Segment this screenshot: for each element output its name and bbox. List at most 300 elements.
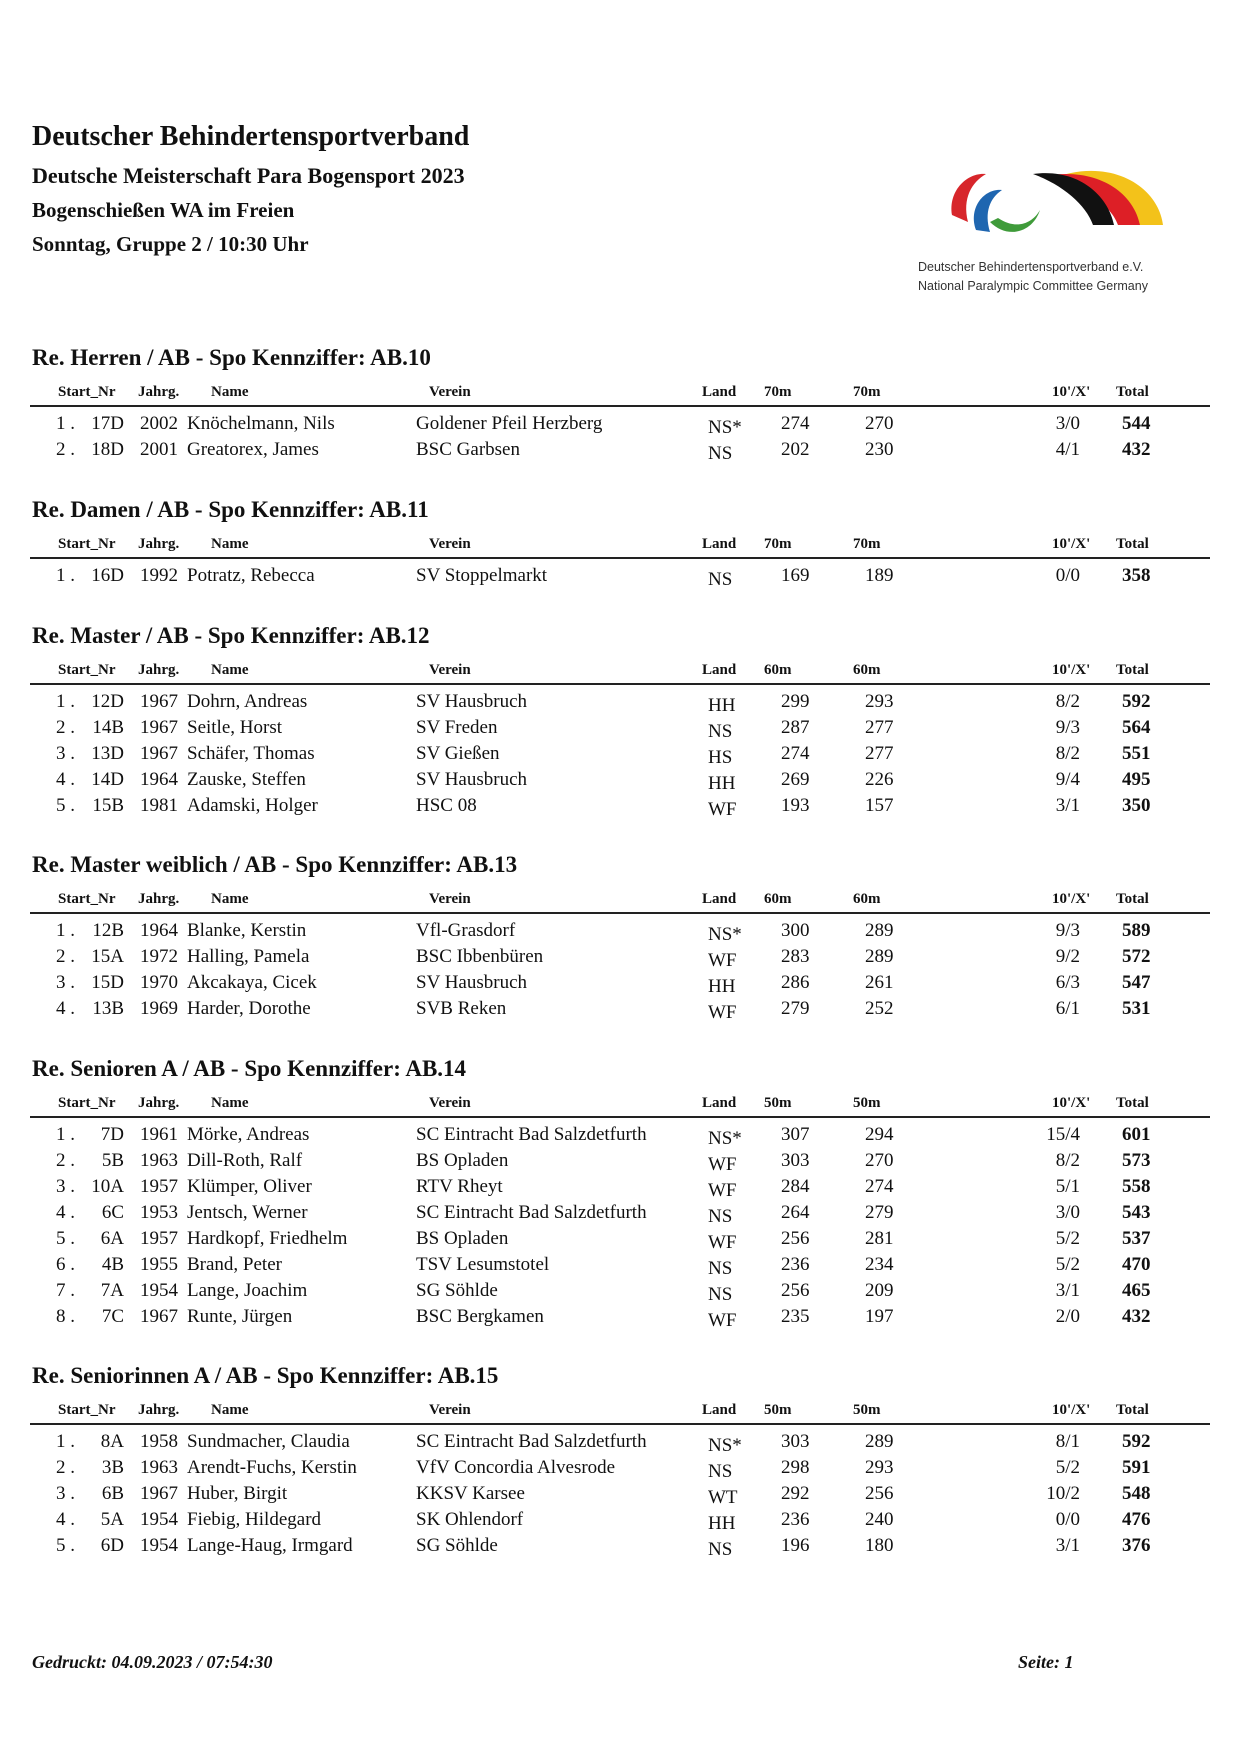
score-distance2: 270 [865, 1150, 894, 1171]
col-10x: 10'/X' [1052, 662, 1091, 678]
rank: 1 . [56, 413, 75, 434]
score-distance2: 157 [865, 795, 894, 816]
col-dist2: 60m [853, 662, 881, 678]
total-score: 350 [1122, 795, 1151, 816]
birth-year: 1958 [140, 1431, 178, 1452]
score-distance2: 279 [865, 1202, 894, 1223]
section-title: Re. Master / AB - Spo Kennziffer: AB.12 [32, 623, 430, 648]
state-code: HH [708, 976, 736, 997]
col-land: Land [702, 1402, 737, 1418]
total-score: 592 [1122, 691, 1151, 712]
state-code: HH [708, 1513, 736, 1534]
birth-year: 1967 [140, 1483, 178, 1504]
score-distance1: 256 [781, 1280, 810, 1301]
birth-year: 1967 [140, 691, 178, 712]
tens-x-count: 4/1 [1055, 439, 1080, 460]
score-distance1: 264 [781, 1202, 810, 1223]
tens-x-count: 5/1 [1055, 1176, 1080, 1197]
tens-x-count: 9/3 [1055, 920, 1080, 941]
table-row [0, 413, 1240, 439]
col-dist1: 50m [764, 1402, 792, 1418]
rank: 1 . [56, 920, 75, 941]
col-dist2: 70m [853, 536, 881, 552]
score-distance1: 193 [781, 795, 810, 816]
total-score: 544 [1122, 413, 1151, 434]
start-nr: 7C [101, 1306, 124, 1327]
col-verein: Verein [429, 662, 471, 678]
club-name: KKSV Karsee [416, 1483, 525, 1504]
rank: 4 . [56, 769, 75, 790]
score-distance1: 303 [781, 1431, 810, 1452]
tens-x-count: 6/3 [1055, 972, 1080, 993]
score-distance2: 252 [865, 998, 894, 1019]
tens-x-count: 8/2 [1055, 1150, 1080, 1171]
state-code: HH [708, 695, 736, 716]
start-nr: 15B [92, 795, 124, 816]
rank: 3 . [56, 1483, 75, 1504]
birth-year: 1963 [140, 1457, 178, 1478]
score-distance2: 289 [865, 1431, 894, 1452]
table-row [0, 1431, 1240, 1457]
col-start-nr: Start_Nr [58, 662, 116, 678]
col-verein: Verein [429, 384, 471, 400]
club-name: SV Stoppelmarkt [416, 565, 548, 586]
tens-x-count: 9/3 [1055, 717, 1080, 738]
birth-year: 1964 [140, 920, 178, 941]
state-code: NS* [708, 924, 742, 945]
table-row [0, 691, 1240, 717]
col-jahrg: Jahrg. [138, 1095, 180, 1111]
section-title: Re. Master weiblich / AB - Spo Kennziffer: AB.13 [32, 852, 518, 877]
athlete-name: Runte, Jürgen [187, 1306, 293, 1327]
total-score: 547 [1122, 972, 1151, 993]
start-nr: 14B [92, 717, 124, 738]
results-rows [0, 920, 1240, 1024]
rank: 5 . [56, 1228, 75, 1249]
start-nr: 13D [91, 743, 124, 764]
birth-year: 1964 [140, 769, 178, 790]
total-score: 564 [1122, 717, 1151, 738]
club-name: Goldener Pfeil Herzberg [416, 413, 603, 434]
rank: 1 . [56, 565, 75, 586]
state-code: NS [708, 1206, 733, 1227]
tens-x-count: 8/2 [1055, 743, 1080, 764]
section-title: Re. Seniorinnen A / AB - Spo Kennziffer: AB.15 [32, 1363, 499, 1388]
col-start-nr: Start_Nr [58, 536, 116, 552]
club-name: SV Hausbruch [416, 691, 528, 712]
state-code: WT [708, 1487, 738, 1508]
tens-x-count: 2/0 [1055, 1306, 1080, 1327]
col-jahrg: Jahrg. [138, 536, 180, 552]
col-start-nr: Start_Nr [58, 891, 116, 907]
birth-year: 1954 [140, 1280, 178, 1301]
score-distance2: 197 [865, 1306, 894, 1327]
club-name: SC Eintracht Bad Salzdetfurth [416, 1431, 647, 1452]
state-code: NS [708, 1461, 733, 1482]
score-distance1: 287 [781, 717, 810, 738]
results-rows [0, 1431, 1240, 1561]
col-dist1: 60m [764, 891, 792, 907]
tens-x-count: 8/1 [1055, 1431, 1080, 1452]
start-nr: 6D [100, 1535, 124, 1556]
tens-x-count: 9/2 [1055, 946, 1080, 967]
athlete-name: Zauske, Steffen [187, 769, 306, 790]
start-nr: 17D [91, 413, 124, 434]
athlete-name: Schäfer, Thomas [187, 743, 315, 764]
start-nr: 6B [101, 1483, 124, 1504]
club-name: SG Söhlde [416, 1535, 498, 1556]
page-number: Seite: 1 [1018, 1652, 1074, 1672]
score-distance2: 277 [865, 717, 894, 738]
col-verein: Verein [429, 536, 471, 552]
total-score: 432 [1122, 439, 1151, 460]
state-code: NS* [708, 417, 742, 438]
score-distance2: 277 [865, 743, 894, 764]
results-rows [0, 691, 1240, 821]
birth-year: 1992 [140, 565, 178, 586]
athlete-name: Knöchelmann, Nils [187, 413, 335, 434]
score-distance2: 256 [865, 1483, 894, 1504]
birth-year: 1953 [140, 1202, 178, 1223]
col-total: Total [1116, 536, 1149, 552]
athlete-name: Akcakaya, Cicek [187, 972, 317, 993]
total-score: 465 [1122, 1280, 1151, 1301]
state-code: NS [708, 721, 733, 742]
total-score: 558 [1122, 1176, 1151, 1197]
score-distance1: 299 [781, 691, 810, 712]
club-name: RTV Rheyt [416, 1176, 503, 1197]
dbs-logo [918, 160, 1168, 300]
state-code: WF [708, 1002, 737, 1023]
col-start-nr: Start_Nr [58, 1095, 116, 1111]
rank: 2 . [56, 439, 75, 460]
score-distance2: 289 [865, 920, 894, 941]
table-row [0, 1509, 1240, 1535]
start-nr: 15D [91, 972, 124, 993]
tens-x-count: 5/2 [1055, 1457, 1080, 1478]
score-distance2: 270 [865, 413, 894, 434]
tens-x-count: 3/1 [1055, 1535, 1080, 1556]
total-score: 592 [1122, 1431, 1151, 1452]
birth-year: 1963 [140, 1150, 178, 1171]
start-nr: 3B [101, 1457, 124, 1478]
birth-year: 1961 [140, 1124, 178, 1145]
tens-x-count: 3/0 [1055, 413, 1080, 434]
start-nr: 12D [91, 691, 124, 712]
col-name: Name [211, 891, 249, 907]
total-score: 376 [1122, 1535, 1151, 1556]
athlete-name: Fiebig, Hildegard [187, 1509, 322, 1530]
col-dist2: 70m [853, 384, 881, 400]
score-distance1: 202 [781, 439, 810, 460]
total-score: 572 [1122, 946, 1151, 967]
score-distance1: 298 [781, 1457, 810, 1478]
tens-x-count: 3/0 [1055, 1202, 1080, 1223]
table-row [0, 1124, 1240, 1150]
results-rows [0, 565, 1240, 591]
score-distance2: 189 [865, 565, 894, 586]
birth-year: 1967 [140, 717, 178, 738]
col-name: Name [211, 662, 249, 678]
state-code: WF [708, 950, 737, 971]
score-distance2: 261 [865, 972, 894, 993]
birth-year: 1972 [140, 946, 178, 967]
total-score: 551 [1122, 743, 1151, 764]
col-total: Total [1116, 1402, 1149, 1418]
athlete-name: Potratz, Rebecca [187, 565, 315, 586]
rank: 2 . [56, 1150, 75, 1171]
col-start-nr: Start_Nr [58, 384, 116, 400]
birth-year: 1957 [140, 1176, 178, 1197]
event-title: Deutsche Meisterschaft Para Bogensport 2023 [32, 163, 465, 188]
score-distance1: 286 [781, 972, 810, 993]
score-distance2: 289 [865, 946, 894, 967]
tens-x-count: 8/2 [1055, 691, 1080, 712]
rank: 4 . [56, 1202, 75, 1223]
rank: 5 . [56, 795, 75, 816]
rank: 2 . [56, 946, 75, 967]
start-nr: 8A [100, 1431, 124, 1452]
tens-x-count: 6/1 [1055, 998, 1080, 1019]
header-rule [30, 1116, 1210, 1118]
start-nr: 12B [92, 920, 124, 941]
club-name: BS Opladen [416, 1150, 509, 1171]
tens-x-count: 3/1 [1055, 795, 1080, 816]
header-rule [30, 912, 1210, 914]
header-rule [30, 405, 1210, 407]
club-name: SC Eintracht Bad Salzdetfurth [416, 1124, 647, 1145]
athlete-name: Arendt-Fuchs, Kerstin [187, 1457, 357, 1478]
total-score: 531 [1122, 998, 1151, 1019]
score-distance2: 180 [865, 1535, 894, 1556]
tens-x-count: 0/0 [1055, 565, 1080, 586]
rank: 1 . [56, 1431, 75, 1452]
section-title: Re. Damen / AB - Spo Kennziffer: AB.11 [32, 497, 429, 522]
rank: 4 . [56, 998, 75, 1019]
col-10x: 10'/X' [1052, 891, 1091, 907]
col-total: Total [1116, 384, 1149, 400]
rank: 3 . [56, 1176, 75, 1197]
state-code: WF [708, 1180, 737, 1201]
col-land: Land [702, 662, 737, 678]
col-dist1: 60m [764, 662, 792, 678]
table-row [0, 769, 1240, 795]
score-distance1: 307 [781, 1124, 810, 1145]
athlete-name: Mörke, Andreas [187, 1124, 310, 1145]
state-code: NS [708, 1284, 733, 1305]
total-score: 589 [1122, 920, 1151, 941]
total-score: 432 [1122, 1306, 1151, 1327]
tens-x-count: 0/0 [1055, 1509, 1080, 1530]
athlete-name: Adamski, Holger [187, 795, 318, 816]
athlete-name: Lange, Joachim [187, 1280, 308, 1301]
col-jahrg: Jahrg. [138, 384, 180, 400]
state-code: NS* [708, 1128, 742, 1149]
rank: 7 . [56, 1280, 75, 1301]
rank: 1 . [56, 691, 75, 712]
score-distance1: 292 [781, 1483, 810, 1504]
club-name: VfV Concordia Alvesrode [416, 1457, 616, 1478]
club-name: SV Gießen [416, 743, 500, 764]
col-verein: Verein [429, 891, 471, 907]
table-row [0, 795, 1240, 821]
col-name: Name [211, 1402, 249, 1418]
club-name: BSC Ibbenbüren [416, 946, 544, 967]
header-rule [30, 557, 1210, 559]
score-distance1: 300 [781, 920, 810, 941]
col-10x: 10'/X' [1052, 536, 1091, 552]
birth-year: 2001 [140, 439, 178, 460]
club-name: BS Opladen [416, 1228, 509, 1249]
athlete-name: Dohrn, Andreas [187, 691, 308, 712]
table-row [0, 1306, 1240, 1332]
start-nr: 4B [101, 1254, 124, 1275]
athlete-name: Halling, Pamela [187, 946, 310, 967]
birth-year: 1967 [140, 743, 178, 764]
rank: 2 . [56, 717, 75, 738]
table-row [0, 743, 1240, 769]
birth-year: 1955 [140, 1254, 178, 1275]
state-code: HS [708, 747, 733, 768]
start-nr: 15A [91, 946, 124, 967]
table-row [0, 565, 1240, 591]
rank: 5 . [56, 1535, 75, 1556]
table-row [0, 1254, 1240, 1280]
table-row [0, 920, 1240, 946]
table-row [0, 1457, 1240, 1483]
score-distance1: 236 [781, 1254, 810, 1275]
athlete-name: Hardkopf, Friedhelm [187, 1228, 348, 1249]
birth-year: 1970 [140, 972, 178, 993]
athlete-name: Huber, Birgit [187, 1483, 288, 1504]
tens-x-count: 9/4 [1055, 769, 1080, 790]
start-nr: 10A [91, 1176, 124, 1197]
birth-year: 1981 [140, 795, 178, 816]
col-verein: Verein [429, 1095, 471, 1111]
col-name: Name [211, 536, 249, 552]
score-distance2: 274 [865, 1176, 894, 1197]
score-distance1: 269 [781, 769, 810, 790]
birth-year: 1969 [140, 998, 178, 1019]
start-nr: 7D [100, 1124, 124, 1145]
col-10x: 10'/X' [1052, 1095, 1091, 1111]
score-distance2: 293 [865, 1457, 894, 1478]
printed-timestamp: Gedruckt: 04.09.2023 / 07:54:30 [32, 1652, 273, 1672]
table-row [0, 1150, 1240, 1176]
birth-year: 2002 [140, 413, 178, 434]
athlete-name: Harder, Dorothe [187, 998, 311, 1019]
start-nr: 7A [100, 1280, 124, 1301]
birth-year: 1954 [140, 1535, 178, 1556]
rank: 3 . [56, 743, 75, 764]
total-score: 573 [1122, 1150, 1151, 1171]
col-total: Total [1116, 891, 1149, 907]
state-code: HH [708, 773, 736, 794]
col-10x: 10'/X' [1052, 1402, 1091, 1418]
col-jahrg: Jahrg. [138, 891, 180, 907]
event-discipline: Bogenschießen WA im Freien [32, 198, 295, 222]
section-title: Re. Herren / AB - Spo Kennziffer: AB.10 [32, 345, 431, 370]
total-score: 543 [1122, 1202, 1151, 1223]
birth-year: 1954 [140, 1509, 178, 1530]
table-row [0, 972, 1240, 998]
state-code: WF [708, 1154, 737, 1175]
score-distance2: 294 [865, 1124, 894, 1145]
col-verein: Verein [429, 1402, 471, 1418]
athlete-name: Lange-Haug, Irmgard [187, 1535, 353, 1556]
club-name: HSC 08 [416, 795, 477, 816]
state-code: NS* [708, 1435, 742, 1456]
athlete-name: Jentsch, Werner [187, 1202, 308, 1223]
total-score: 537 [1122, 1228, 1151, 1249]
total-score: 495 [1122, 769, 1151, 790]
start-nr: 6C [101, 1202, 124, 1223]
athlete-name: Greatorex, James [187, 439, 319, 460]
score-distance2: 226 [865, 769, 894, 790]
club-name: Vfl-Grasdorf [416, 920, 516, 941]
club-name: BSC Garbsen [416, 439, 520, 460]
rank: 4 . [56, 1509, 75, 1530]
logo-caption-line1: Deutscher Behindertensportverband e.V. [918, 260, 1144, 274]
table-row [0, 1176, 1240, 1202]
athlete-name: Blanke, Kerstin [187, 920, 307, 941]
start-nr: 5B [101, 1150, 124, 1171]
total-score: 470 [1122, 1254, 1151, 1275]
score-distance1: 169 [781, 565, 810, 586]
col-jahrg: Jahrg. [138, 1402, 180, 1418]
table-row [0, 946, 1240, 972]
col-10x: 10'/X' [1052, 384, 1091, 400]
score-distance1: 235 [781, 1306, 810, 1327]
total-score: 548 [1122, 1483, 1151, 1504]
results-rows [0, 413, 1240, 465]
table-row [0, 998, 1240, 1024]
start-nr: 18D [91, 439, 124, 460]
rank: 1 . [56, 1124, 75, 1145]
score-distance2: 209 [865, 1280, 894, 1301]
score-distance2: 293 [865, 691, 894, 712]
state-code: NS [708, 1258, 733, 1279]
score-distance1: 256 [781, 1228, 810, 1249]
club-name: SV Hausbruch [416, 972, 528, 993]
col-land: Land [702, 1095, 737, 1111]
rank: 2 . [56, 1457, 75, 1478]
table-row [0, 1483, 1240, 1509]
col-dist1: 70m [764, 536, 792, 552]
col-land: Land [702, 536, 737, 552]
athlete-name: Brand, Peter [187, 1254, 282, 1275]
score-distance1: 303 [781, 1150, 810, 1171]
start-nr: 6A [100, 1228, 124, 1249]
athlete-name: Sundmacher, Claudia [187, 1431, 350, 1452]
col-dist2: 50m [853, 1402, 881, 1418]
document-title: Deutscher Behindertensportverband [32, 121, 470, 152]
rank: 3 . [56, 972, 75, 993]
state-code: WF [708, 799, 737, 820]
club-name: SK Ohlendorf [416, 1509, 524, 1530]
score-distance1: 274 [781, 413, 810, 434]
col-dist1: 50m [764, 1095, 792, 1111]
event-session: Sonntag, Gruppe 2 / 10:30 Uhr [32, 232, 309, 256]
state-code: WF [708, 1310, 737, 1331]
logo-caption-line2: National Paralympic Committee Germany [918, 279, 1148, 293]
col-dist1: 70m [764, 384, 792, 400]
club-name: SVB Reken [416, 998, 507, 1019]
state-code: WF [708, 1232, 737, 1253]
table-row [0, 439, 1240, 465]
score-distance1: 279 [781, 998, 810, 1019]
rank: 8 . [56, 1306, 75, 1327]
